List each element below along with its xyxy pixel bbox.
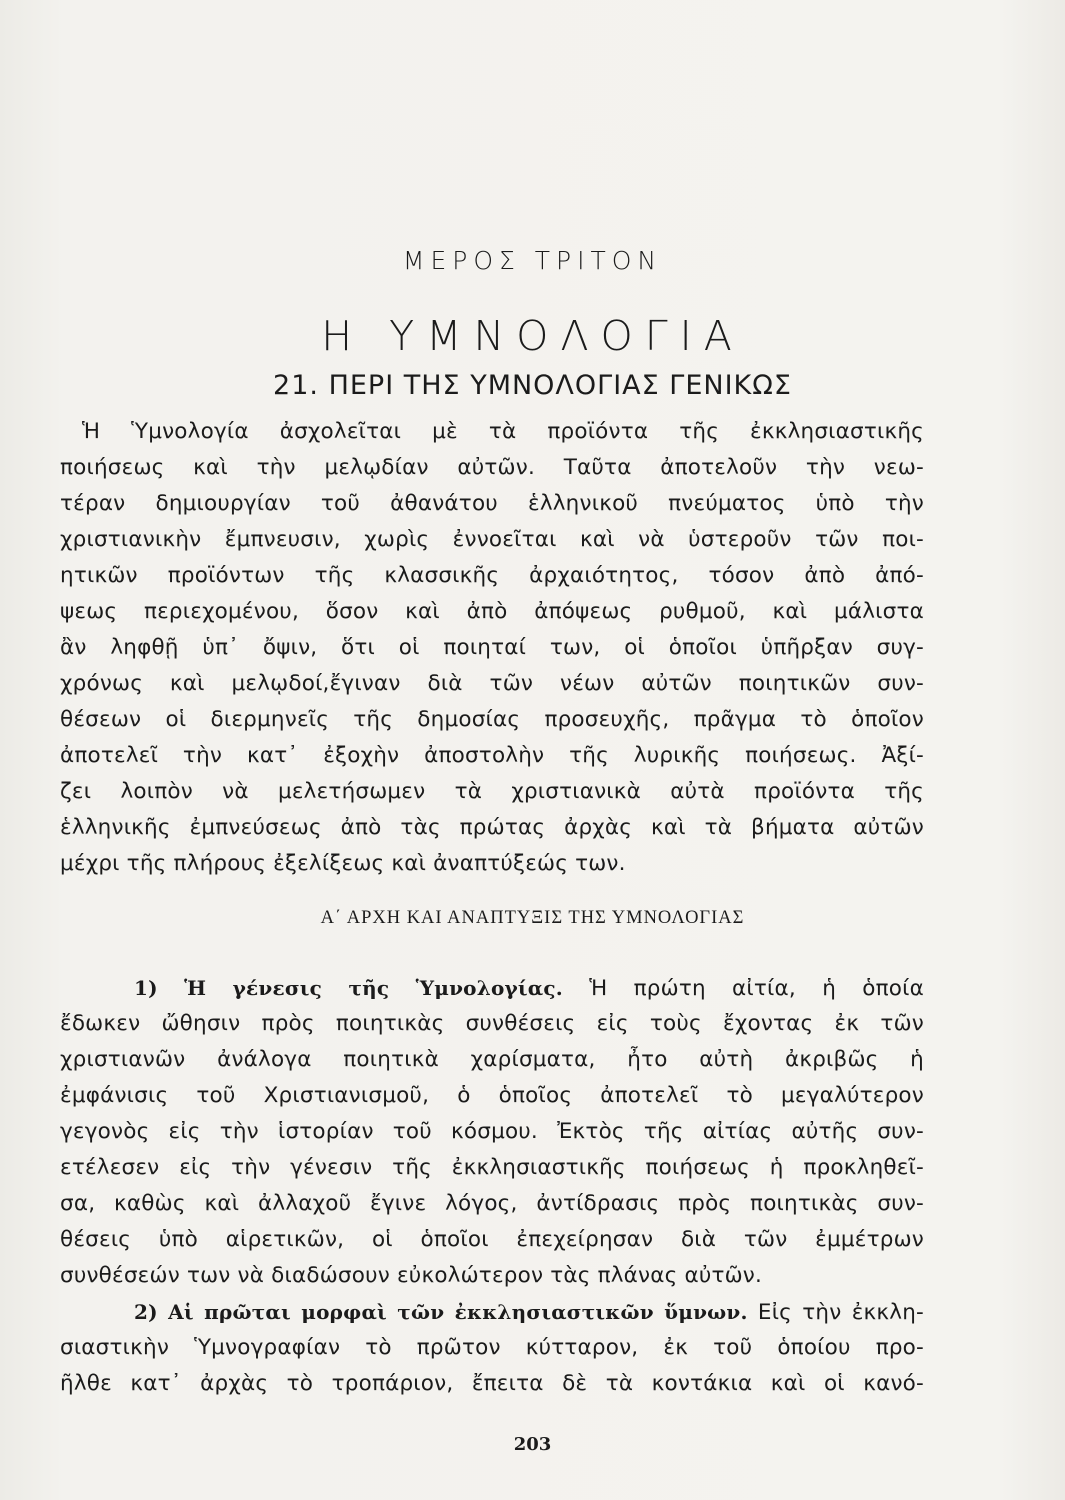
text-line — [60, 1294, 924, 1330]
section-heading: Α΄ ΑΡΧΗ ΚΑΙ ΑΝΑΠΤΥΞΙΣ ΤΗΣ ΥΜΝΟΛΟΓΙΑΣ — [320, 908, 745, 928]
text-line: χριστιανῶν ἀνάλογα ποιητικὰ χαρίσματα, ἦτο αὐτὴ ἀκριβῶς ἡ — [60, 1047, 924, 1072]
text-line: ἔδωκεν ὤθησιν πρὸς ποιητικὰς συνθέσεις εἰς τοὺς ἔχοντας ἐκ τῶν — [60, 1011, 924, 1036]
text-line: ἑλληνικῆς ἐμπνεύσεως ἀπὸ τὰς πρώτας ἀρχὰς καὶ τὰ βήματα αὐτῶν — [60, 815, 924, 840]
text-line — [60, 970, 924, 1006]
text-line: ζει λοιπὸν νὰ μελετήσωμεν τὰ χριστιανικὰ αὐτὰ προϊόντα τῆς — [60, 779, 924, 804]
text-line: Ἡ Ὑμνολογία ἀσχολεῖται μὲ τὰ προϊόντα τῆς ἐκκλησιαστικῆς — [82, 419, 924, 444]
text-span: Ἡ πρώτη αἰτία, ἡ ὁποία — [589, 976, 924, 1001]
intro-paragraph — [60, 414, 924, 882]
text-span: Εἰς τὴν ἐκκλη- — [757, 1300, 924, 1325]
text-line: σα, καθὼς καὶ ἀλλαχοῦ ἔγινε λόγος, ἀντίδρασις πρὸς ποιητικὰς συν- — [60, 1191, 924, 1216]
text-line: σιαστικὴν Ὑμνογραφίαν τὸ πρῶτον κύτταρον, ἐκ τοῦ ὁποίου προ- — [60, 1335, 924, 1360]
page-number: 203 — [513, 1434, 552, 1455]
text-line: μέχρι τῆς πλήρους ἐξελίξεως καὶ ἀναπτύξεώς των. — [60, 851, 626, 876]
paragraph-heading: 1) Ἡ γένεσις τῆς Ὑμνολογίας. — [134, 976, 563, 1000]
text-line: θέσεις ὑπὸ αἱρετικῶν, οἱ ὁποῖοι ἐπεχείρησαν διὰ τῶν ἐμμέτρων — [60, 1227, 924, 1252]
paragraph-genesis — [60, 970, 924, 1294]
text-line: ἀποτελεῖ τὴν κατ᾽ ἐξοχὴν ἀποστολὴν τῆς λυρικῆς ποιήσεως. Ἀξί- — [60, 743, 924, 768]
text-line: χρόνως καὶ μελῳδοί,ἔγιναν διὰ τῶν νέων αὐτῶν ποιητικῶν συν- — [60, 671, 924, 696]
text-line: ητικῶν προϊόντων τῆς κλασσικῆς ἀρχαιότητος, τόσον ἀπὸ ἀπό- — [60, 563, 924, 588]
text-line: ῆλθε κατ᾽ ἀρχὰς τὸ τροπάριον, ἔπειτα δὲ τὰ κοντάκια καὶ οἱ κανό- — [60, 1371, 924, 1396]
text-line: συνθέσεών των νὰ διαδώσουν εὐκολώτερον τὰς πλάνας αὐτῶν. — [60, 1263, 763, 1288]
text-line: γεγονὸς εἰς τὴν ἱστορίαν τοῦ κόσμου. Ἐκτὸς τῆς αἰτίας αὐτῆς συν- — [60, 1119, 924, 1144]
chapter-title: 21. ΠΕΡΙ ΤΗΣ ΥΜΝΟΛΟΓΙΑΣ ΓΕΝΙΚΩΣ — [273, 370, 792, 401]
part-label: ΜΕΡΟΣ ΤΡΙΤΟΝ — [402, 246, 663, 275]
text-line: ποιήσεως καὶ τὴν μελῳδίαν αὐτῶν. Ταῦτα ἀποτελοῦν τὴν νεω- — [60, 455, 924, 480]
text-line: ετέλεσεν εἰς τὴν γένεσιν τῆς ἐκκλησιαστικῆς ποιήσεως ἡ προκληθεῖ- — [60, 1155, 924, 1180]
text-line: ψεως περιεχομένου, ὅσον καὶ ἀπὸ ἀπόψεως ρυθμοῦ, καὶ μάλιστα — [60, 599, 924, 624]
paragraph-heading: 2) Αἱ πρῶται μορφαὶ τῶν ἐκκλησιαστικῶν ὕμνων. — [134, 1300, 748, 1324]
text-line: χριστιανικὴν ἔμπνευσιν, χωρὶς ἐννοεῖται καὶ νὰ ὑστεροῦν τῶν ποι- — [60, 527, 924, 552]
text-line: τέραν δημιουργίαν τοῦ ἀθανάτου ἑλληνικοῦ πνεύματος ὑπὸ τὴν — [60, 491, 924, 516]
text-line: θέσεων οἱ διερμηνεῖς τῆς δημοσίας προσευχῆς, πρᾶγμα τὸ ὁποῖον — [60, 707, 924, 732]
text-line: ἐμφάνισις τοῦ Χριστιανισμοῦ, ὁ ὁποῖος ἀποτελεῖ τὸ μεγαλύτερον — [60, 1083, 924, 1108]
main-title: Η ΥΜΝΟΛΟΓΙΑ — [321, 312, 744, 360]
paragraph-first-forms — [60, 1294, 924, 1402]
text-line: ἂν ληφθῇ ὑπ᾽ ὄψιν, ὅτι οἱ ποιηταί των, οἱ ὁποῖοι ὑπῆρξαν συγ- — [60, 635, 924, 660]
